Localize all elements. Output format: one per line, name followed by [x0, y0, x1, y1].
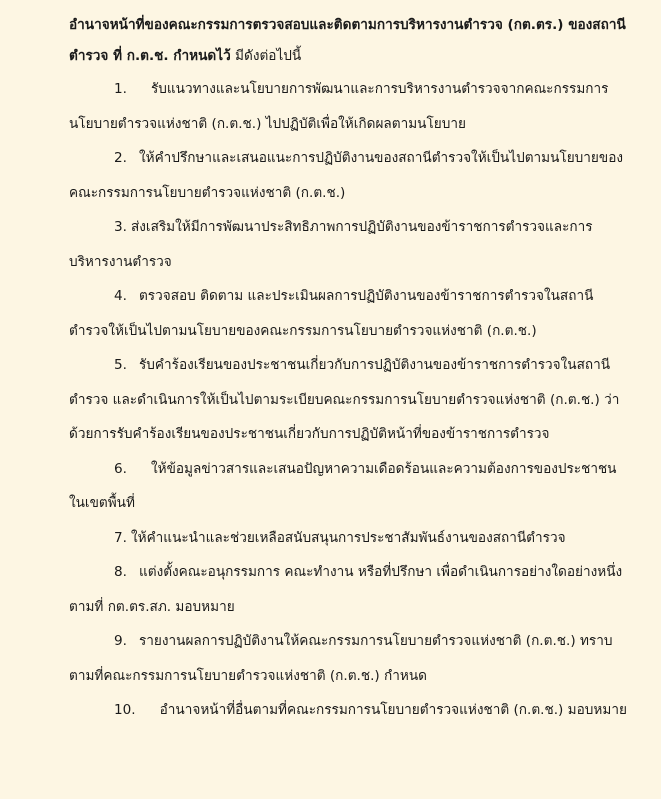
duties-list: [69, 72, 629, 728]
list-item: [69, 693, 629, 728]
item-number: 10.: [114, 702, 136, 718]
list-item: [69, 141, 629, 210]
item-number: 1.: [114, 81, 127, 97]
item-text: รับแนวทางและนโยบายการพัฒนาและการบริหารงานตำรวจจากคณะกรรมการนโยบายตำรวจแห่งชาติ (ก.ต.ช.) ไปปฏิบัติเพื่อให้เกิดผลตามนโยบาย: [69, 81, 609, 132]
item-text: ส่งเสริมให้มีการพัฒนาประสิทธิภาพการปฏิบัติงานของข้าราชการตำรวจและการบริหารงานตำรวจ: [69, 219, 593, 270]
item-text: รายงานผลการปฏิบัติงานให้คณะกรรมการนโยบายตำรวจแห่งชาติ (ก.ต.ช.) ทราบ ตามที่คณะกรรมการนโยบายตำรวจแห่งชาติ (ก.ต.ช.) กำหนด: [69, 633, 613, 684]
item-text: รับคำร้องเรียนของประชาชนเกี่ยวกับการปฏิบัติงานของข้าราชการตำรวจในสถานีตำรวจ และดำเนินการให้เป็นไปตามระเบียบคณะกรรมการนโยบายตำรวจแห่งชาติ (ก.ต.ช.) ว่าด้วยการรับคำร้องเรียนของประชาชนเกี่ยวกับการปฏิบัติหน้าที่ของข้าราชการตำรวจ: [69, 357, 620, 442]
item-text: แต่งตั้งคณะอนุกรรมการ คณะทำงาน หรือที่ปรึกษา เพื่อดำเนินการอย่างใดอย่างหนึ่ง ตามที่ กต.ตร.สภ. มอบหมาย: [69, 564, 623, 615]
document-heading: [69, 10, 629, 72]
item-number: 9.: [114, 633, 127, 649]
item-number: 4.: [114, 288, 127, 304]
list-item: [69, 348, 629, 452]
list-item: [69, 555, 629, 624]
list-item: [69, 624, 629, 693]
heading-rest-text: มีดังต่อไปนี้: [230, 48, 302, 64]
list-item: [69, 521, 629, 556]
list-item: [69, 72, 629, 141]
list-item: [69, 279, 629, 348]
item-number: 2.: [114, 150, 127, 166]
item-number: 6.: [114, 460, 127, 477]
list-item: [69, 452, 629, 521]
item-number: 5.: [114, 357, 127, 373]
heading-bold-text: อำนาจหน้าที่ของคณะกรรมการตรวจสอบและติดตามการบริหารงานตำรวจ (กต.ตร.) ของสถานีตำรวจ ที่ ก.ต.ช. กำหนดไว้: [69, 17, 626, 64]
item-number: 3.: [114, 219, 127, 235]
item-text: ตรวจสอบ ติดตาม และประเมินผลการปฏิบัติงานของข้าราชการตำรวจในสถานีตำรวจให้เป็นไปตามนโยบายของคณะกรรมการนโยบายตำรวจแห่งชาติ (ก.ต.ช.): [69, 288, 594, 339]
item-text: ให้คำปรึกษาและเสนอแนะการปฏิบัติงานของสถานีตำรวจให้เป็นไปตามนโยบายของคณะกรรมการนโยบายตำรวจแห่งชาติ (ก.ต.ช.): [69, 150, 623, 201]
item-text: ให้คำแนะนำและช่วยเหลือสนับสนุนการประชาสัมพันธ์งานของสถานีตำรวจ: [130, 529, 566, 546]
item-text: อำนาจหน้าที่อื่นตามที่คณะกรรมการนโยบายตำรวจแห่งชาติ (ก.ต.ช.) มอบหมาย: [159, 702, 627, 718]
item-number: 7.: [114, 529, 127, 546]
document-body: [69, 10, 629, 728]
list-item: [69, 210, 629, 279]
item-text: ให้ข้อมูลข่าวสารและเสนอปัญหาความเดือดร้อนและความต้องการของประชาชนในเขตพื้นที่: [69, 460, 617, 511]
item-number: 8.: [114, 564, 127, 580]
